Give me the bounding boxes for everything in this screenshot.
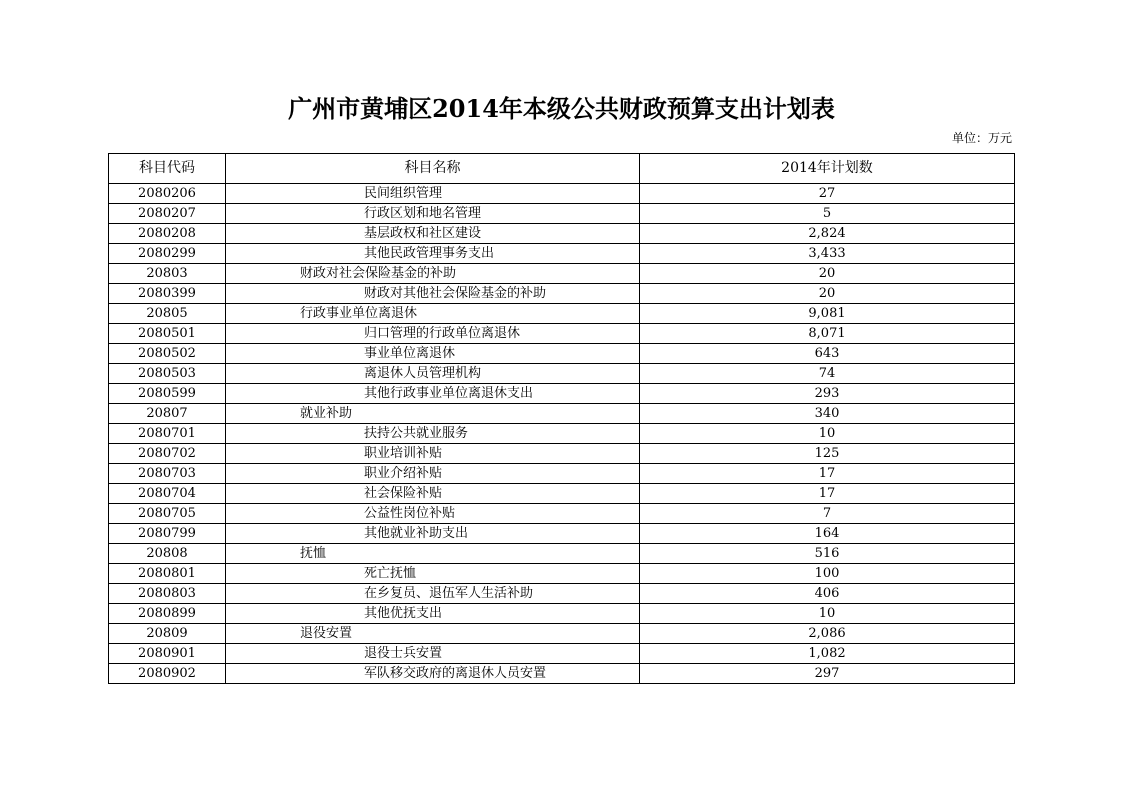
table-row <box>109 364 1015 384</box>
cell-code: 2080599 <box>109 384 226 404</box>
cell-code: 2080207 <box>109 204 226 224</box>
cell-amount: 20 <box>640 264 1015 284</box>
cell-name: 退役安置 <box>226 624 640 644</box>
cell-amount: 340 <box>640 404 1015 424</box>
table-row <box>109 184 1015 204</box>
table-row <box>109 644 1015 664</box>
table-row <box>109 624 1015 644</box>
cell-amount: 5 <box>640 204 1015 224</box>
table-row <box>109 264 1015 284</box>
table-row <box>109 464 1015 484</box>
cell-name: 财政对社会保险基金的补助 <box>226 264 640 284</box>
table-row <box>109 544 1015 564</box>
table-row <box>109 404 1015 424</box>
cell-code: 20805 <box>109 304 226 324</box>
cell-amount: 100 <box>640 564 1015 584</box>
cell-amount: 7 <box>640 504 1015 524</box>
cell-amount: 125 <box>640 444 1015 464</box>
cell-amount: 2,824 <box>640 224 1015 244</box>
cell-amount: 17 <box>640 484 1015 504</box>
cell-name: 基层政权和社区建设 <box>226 224 640 244</box>
header-amount: 2014年计划数 <box>640 154 1015 184</box>
page-title: 广州市黄埔区2014年本级公共财政预算支出计划表 <box>288 94 835 123</box>
table-row <box>109 324 1015 344</box>
cell-name: 公益性岗位补贴 <box>226 504 640 524</box>
table-row <box>109 204 1015 224</box>
cell-amount: 9,081 <box>640 304 1015 324</box>
cell-name: 行政区划和地名管理 <box>226 204 640 224</box>
cell-code: 2080208 <box>109 224 226 244</box>
cell-name: 职业介绍补贴 <box>226 464 640 484</box>
cell-name: 事业单位离退休 <box>226 344 640 364</box>
cell-name: 其他就业补助支出 <box>226 524 640 544</box>
cell-name: 在乡复员、退伍军人生活补助 <box>226 584 640 604</box>
cell-amount: 406 <box>640 584 1015 604</box>
cell-name: 民间组织管理 <box>226 184 640 204</box>
table-row <box>109 444 1015 464</box>
cell-amount: 516 <box>640 544 1015 564</box>
cell-name: 职业培训补贴 <box>226 444 640 464</box>
cell-code: 2080503 <box>109 364 226 384</box>
cell-name: 其他民政管理事务支出 <box>226 244 640 264</box>
table-row <box>109 284 1015 304</box>
table-row <box>109 244 1015 264</box>
cell-name: 财政对其他社会保险基金的补助 <box>226 284 640 304</box>
table-row <box>109 384 1015 404</box>
cell-amount: 2,086 <box>640 624 1015 644</box>
cell-name: 死亡抚恤 <box>226 564 640 584</box>
cell-code: 20809 <box>109 624 226 644</box>
cell-name: 其他优抚支出 <box>226 604 640 624</box>
cell-amount: 293 <box>640 384 1015 404</box>
cell-code: 2080702 <box>109 444 226 464</box>
cell-amount: 10 <box>640 424 1015 444</box>
table-row <box>109 224 1015 244</box>
cell-code: 2080502 <box>109 344 226 364</box>
table-row <box>109 664 1015 684</box>
cell-amount: 3,433 <box>640 244 1015 264</box>
cell-amount: 8,071 <box>640 324 1015 344</box>
cell-code: 2080799 <box>109 524 226 544</box>
table-row <box>109 304 1015 324</box>
cell-code: 2080705 <box>109 504 226 524</box>
unit-label: 单位：万元 <box>951 131 1012 145</box>
cell-code: 2080701 <box>109 424 226 444</box>
cell-amount: 74 <box>640 364 1015 384</box>
cell-name: 就业补助 <box>226 404 640 424</box>
cell-amount: 164 <box>640 524 1015 544</box>
table-row <box>109 604 1015 624</box>
cell-name: 离退休人员管理机构 <box>226 364 640 384</box>
table-row <box>109 484 1015 504</box>
cell-code: 2080902 <box>109 664 226 684</box>
cell-name: 抚恤 <box>226 544 640 564</box>
cell-amount: 643 <box>640 344 1015 364</box>
cell-amount: 297 <box>640 664 1015 684</box>
cell-code: 2080399 <box>109 284 226 304</box>
cell-name: 社会保险补贴 <box>226 484 640 504</box>
cell-name: 退役士兵安置 <box>226 644 640 664</box>
table-row <box>109 584 1015 604</box>
header-code: 科目代码 <box>109 154 226 184</box>
table-row <box>109 344 1015 364</box>
cell-amount: 1,082 <box>640 644 1015 664</box>
cell-code: 2080901 <box>109 644 226 664</box>
cell-amount: 10 <box>640 604 1015 624</box>
table-row <box>109 524 1015 544</box>
table-body <box>109 184 1015 684</box>
table-row <box>109 424 1015 444</box>
header-name: 科目名称 <box>226 154 640 184</box>
cell-code: 20803 <box>109 264 226 284</box>
budget-table <box>108 153 1015 684</box>
cell-amount: 27 <box>640 184 1015 204</box>
cell-code: 2080501 <box>109 324 226 344</box>
cell-code: 2080899 <box>109 604 226 624</box>
table-row <box>109 504 1015 524</box>
cell-name: 归口管理的行政单位离退休 <box>226 324 640 344</box>
cell-code: 2080703 <box>109 464 226 484</box>
cell-name: 扶持公共就业服务 <box>226 424 640 444</box>
cell-amount: 17 <box>640 464 1015 484</box>
cell-code: 2080704 <box>109 484 226 504</box>
table-header <box>109 154 1015 184</box>
table-row <box>109 564 1015 584</box>
header-row <box>109 154 1015 184</box>
cell-name: 其他行政事业单位离退休支出 <box>226 384 640 404</box>
cell-amount: 20 <box>640 284 1015 304</box>
cell-name: 军队移交政府的离退休人员安置 <box>226 664 640 684</box>
cell-code: 2080803 <box>109 584 226 604</box>
cell-code: 2080801 <box>109 564 226 584</box>
cell-name: 行政事业单位离退休 <box>226 304 640 324</box>
cell-code: 20808 <box>109 544 226 564</box>
cell-code: 20807 <box>109 404 226 424</box>
cell-code: 2080299 <box>109 244 226 264</box>
cell-code: 2080206 <box>109 184 226 204</box>
